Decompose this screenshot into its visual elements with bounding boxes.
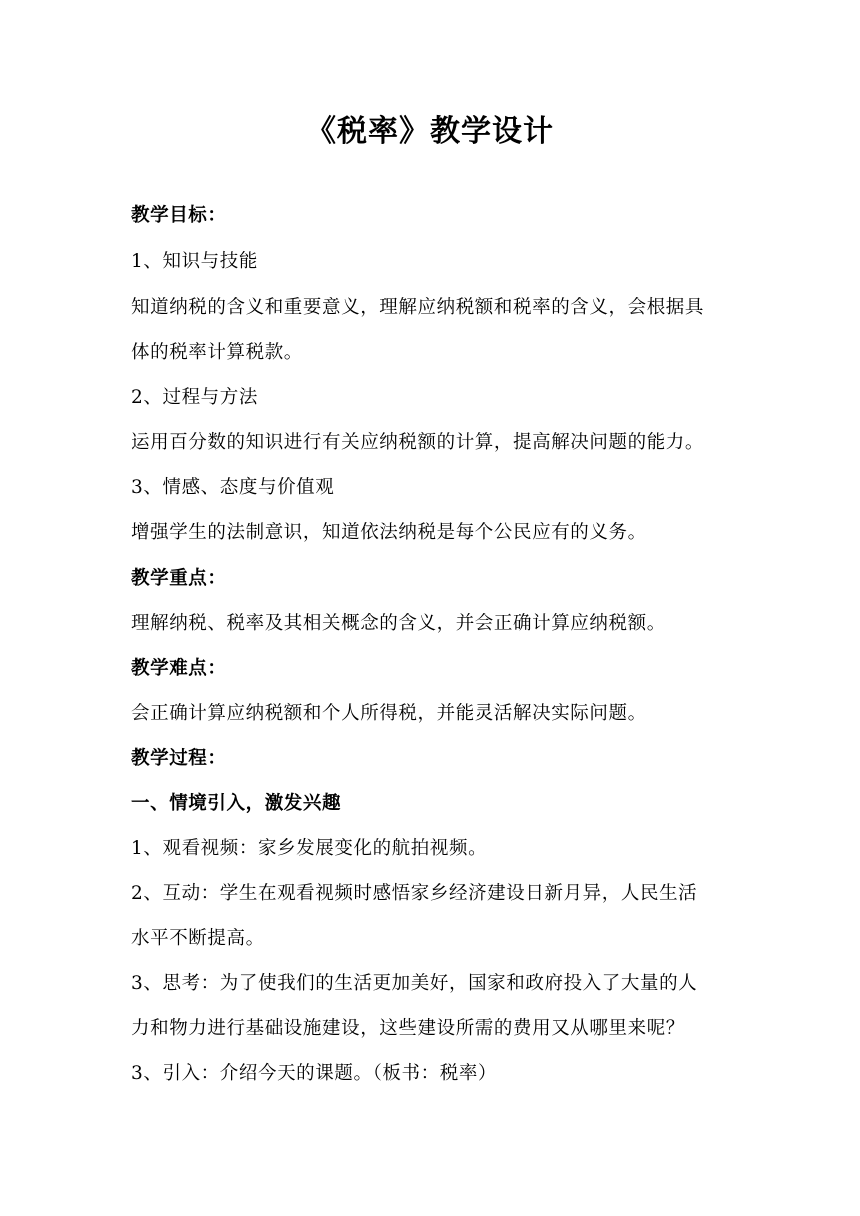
objective-2-text: 运用百分数的知识进行有关应纳税额的计算，提高解决问题的能力。 bbox=[131, 432, 705, 453]
heading-teaching-objectives: 教学目标： bbox=[131, 205, 227, 226]
objective-2-heading: 2、过程与方法 bbox=[131, 387, 258, 408]
objective-1-heading: 1、知识与技能 bbox=[131, 251, 258, 272]
key-points-text: 理解纳税、税率及其相关概念的含义，并会正确计算应纳税额。 bbox=[131, 613, 666, 634]
objective-1-text-line-2: 体的税率计算税款。 bbox=[131, 342, 303, 363]
objective-3-heading: 3、情感、态度与价值观 bbox=[131, 477, 335, 498]
heading-teaching-process: 教学过程： bbox=[131, 748, 227, 769]
step-2-text-line-2: 水平不断提高。 bbox=[131, 928, 265, 949]
step-3-text-line-1: 3、思考：为了使我们的生活更加美好，国家和政府投入了大量的人 bbox=[131, 973, 698, 994]
objective-3-text: 增强学生的法制意识，知道依法纳税是每个公民应有的义务。 bbox=[131, 522, 647, 543]
difficulties-text: 会正确计算应纳税额和个人所得税，并能灵活解决实际问题。 bbox=[131, 703, 647, 724]
step-1-text: 1、观看视频：家乡发展变化的航拍视频。 bbox=[131, 838, 488, 859]
document-title: 《税率》教学设计 bbox=[306, 114, 554, 149]
step-2-text-line-1: 2、互动：学生在观看视频时感悟家乡经济建设日新月异，人民生活 bbox=[131, 883, 698, 904]
section-1-heading: 一、情境引入，激发兴趣 bbox=[131, 793, 342, 814]
step-3-text-line-2: 力和物力进行基础设施建设，这些建设所需的费用又从哪里来呢？ bbox=[131, 1018, 685, 1039]
heading-difficulties: 教学难点： bbox=[131, 658, 227, 679]
objective-1-text-line-1: 知道纳税的含义和重要意义，理解应纳税额和税率的含义，会根据具 bbox=[131, 297, 705, 318]
heading-key-points: 教学重点： bbox=[131, 568, 227, 589]
step-4-text: 3、引入：介绍今天的课题。（板书：税率） bbox=[131, 1063, 498, 1084]
